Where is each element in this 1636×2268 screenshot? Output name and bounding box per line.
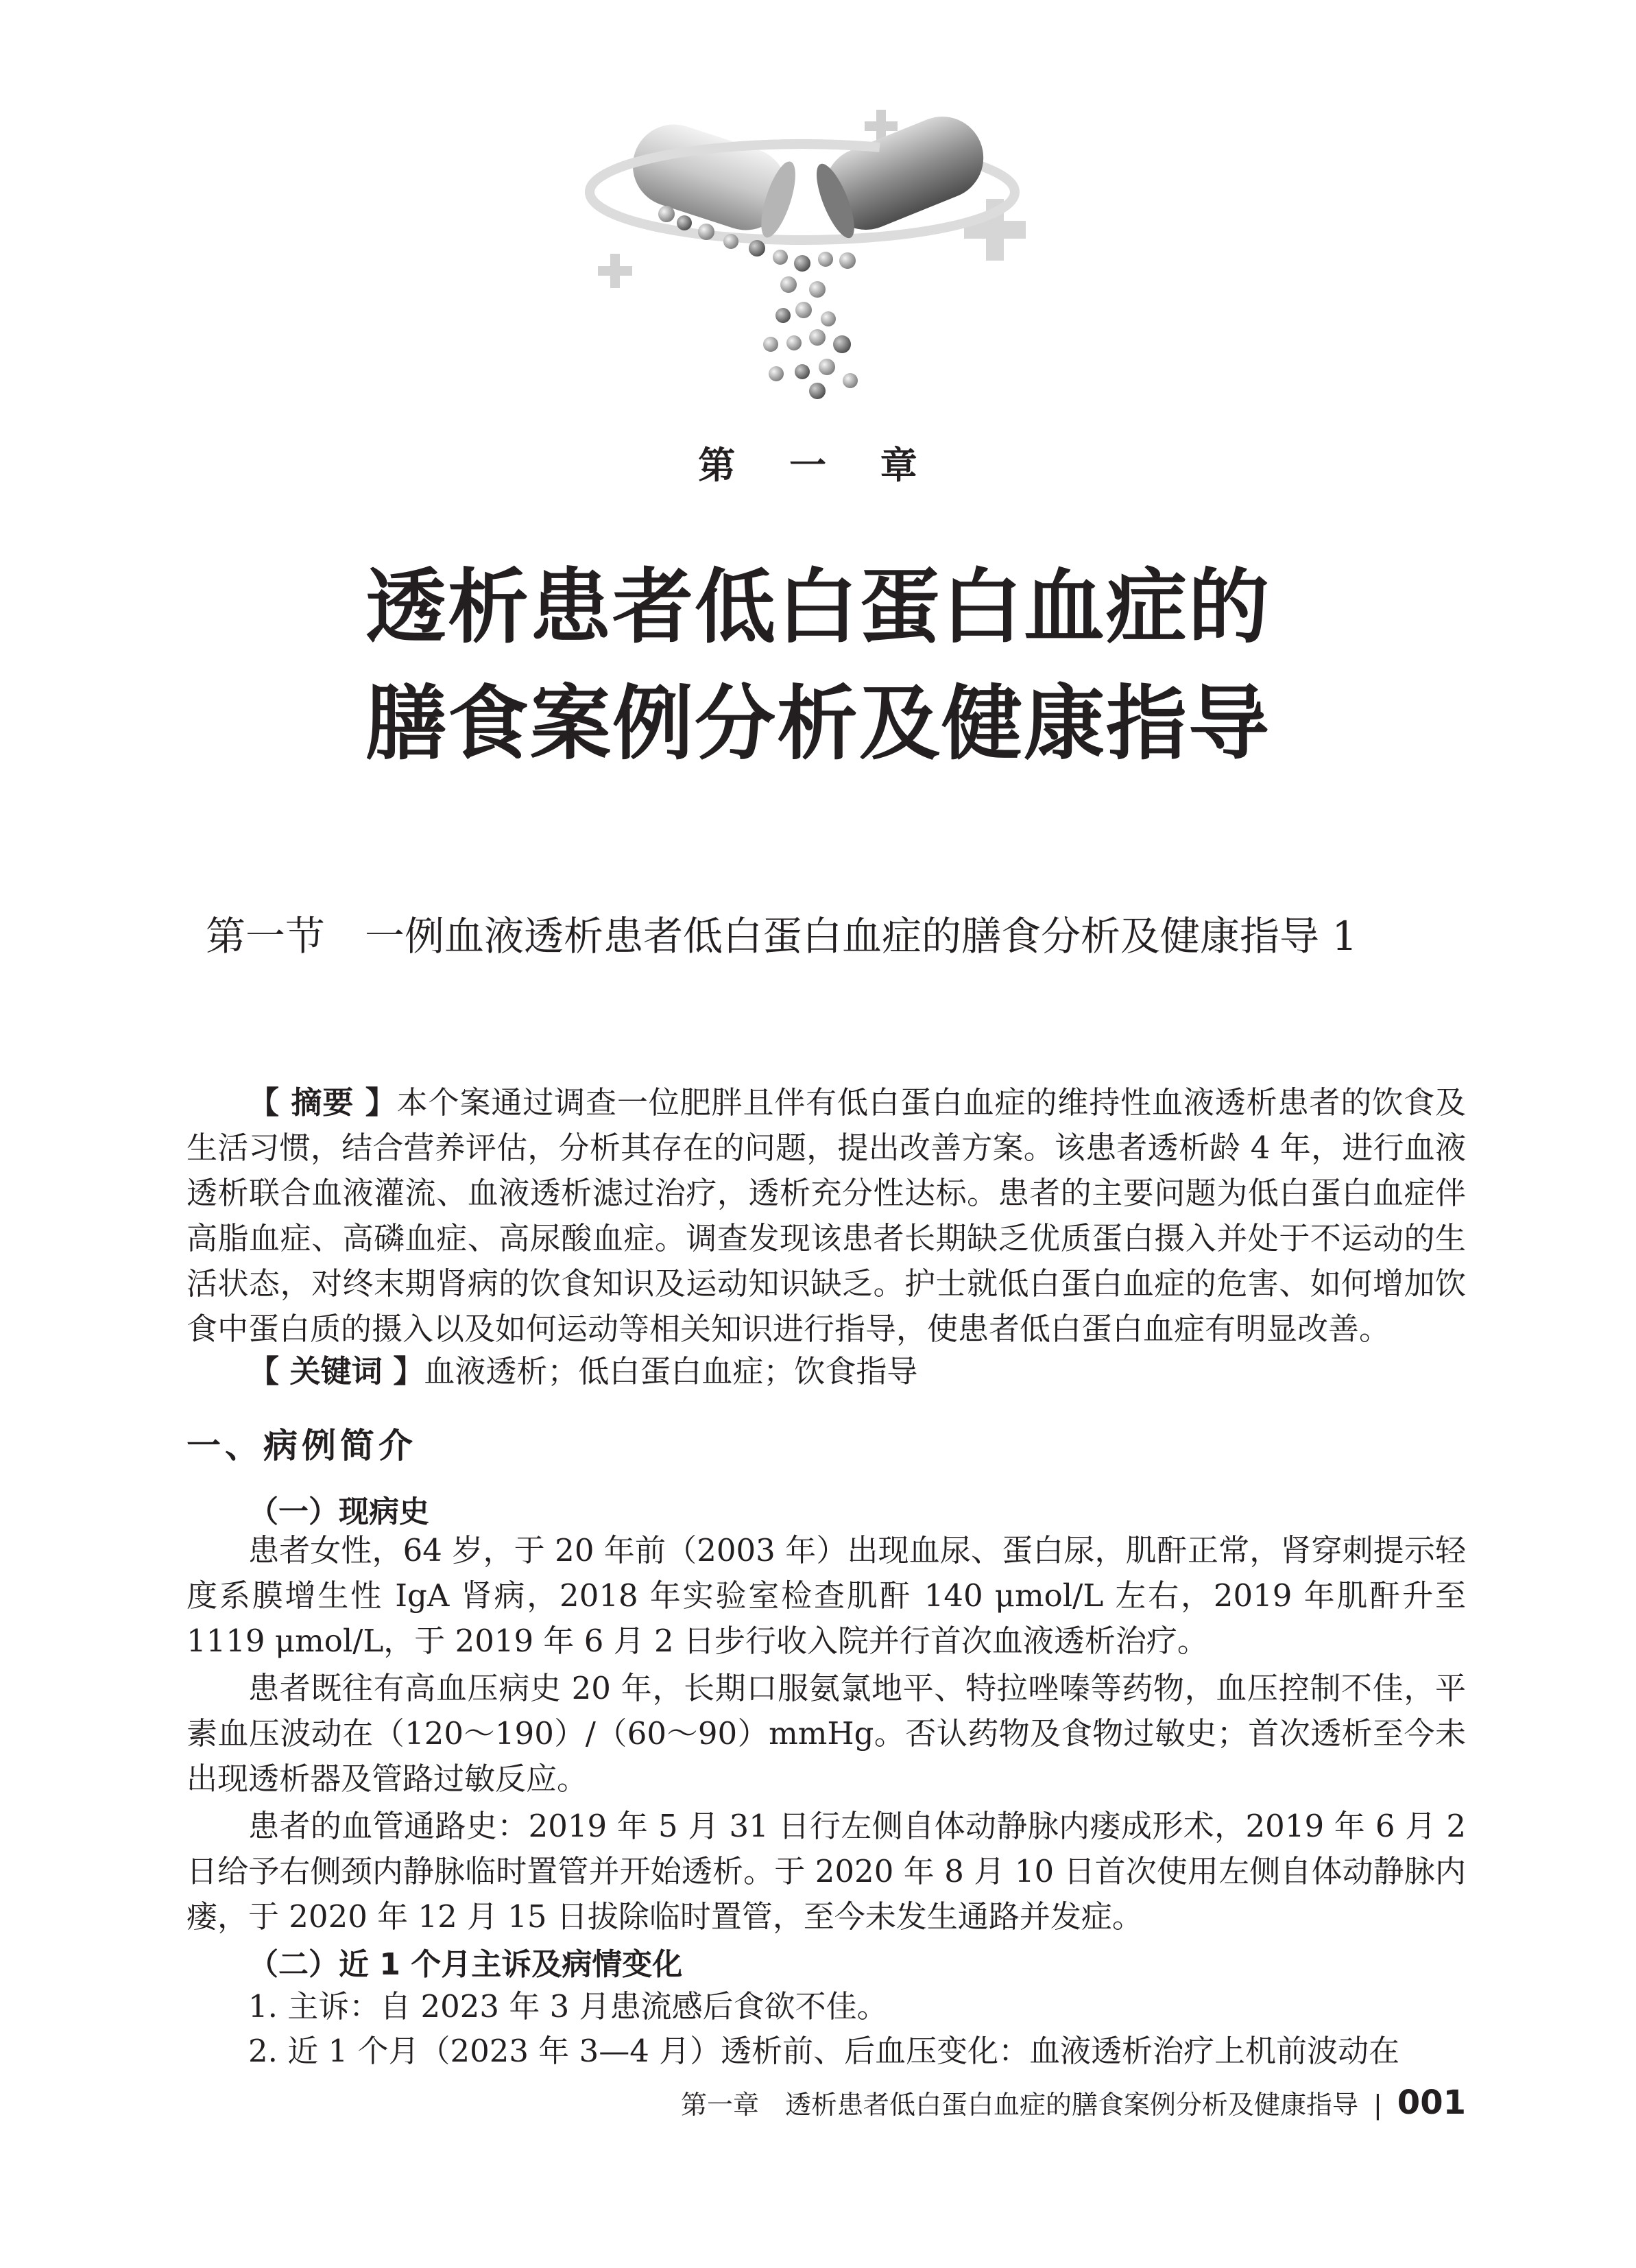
keywords-label: 【 关键词 】 — [248, 1353, 424, 1389]
page-number: 001 — [1397, 2084, 1466, 2122]
paragraph-history: 患者既往有高血压病史 20 年，长期口服氨氯地平、特拉唑嗪等药物，血压控制不佳，平素血压波动在（120～190）/（60～90）mmHg。否认药物及食物过敏史；首次透析至今未出现透析器及管路过敏反应。 — [187, 1670, 1466, 1797]
chapter-title-line2: 膳食案例分析及健康指导 — [365, 676, 1271, 771]
footer-divider: | — [1373, 2090, 1382, 2120]
paragraph-complaint: 1. 主诉：自 2023 年 3 月患流感后食欲不佳。 — [248, 1988, 888, 2025]
capsule-illustration — [562, 96, 1083, 418]
keywords — [187, 1349, 1466, 1394]
paragraph-vascular-access: 患者的血管通路史：2019 年 5 月 31 日行左侧自体动静脉内瘘成形术，2019 年 6 月 2 日给予右侧颈内静脉临时置管并开始透析。于 2020 年 8 月 10 日首次使用左侧自体动静脉内瘘，于 2020 年 12 月 15 日拔除临时置管，至今未发生通路并发症。 — [187, 1808, 1466, 1935]
paragraph-blood-pressure: 2. 近 1 个月（2023 年 3—4 月）透析前、后血压变化：血液透析治疗上机前波动在 — [248, 2033, 1400, 2069]
chapter-title-line1: 透析患者低白蛋白血症的 — [365, 560, 1271, 654]
paragraph-present-illness: 患者女性，64 岁，于 20 年前（2003 年）出现血尿、蛋白尿，肌酐正常，肾穿刺提示轻度系膜增生性 IgA 肾病，2018 年实验室检查肌酐 140 μmol/L 左右，2019 年肌酐升至 1119 μmol/L，于 2019 年 6 月 2 日步行收入院并行首次血液透析治疗。 — [187, 1532, 1466, 1659]
abstract-label: 【 摘要 】 — [248, 1084, 397, 1121]
chapter-label: 第 一 章 — [698, 444, 938, 487]
abstract — [187, 1080, 1466, 1352]
section-title: 第一节 一例血液透析患者低白蛋白血症的膳食分析及健康指导 1 — [206, 913, 1358, 959]
heading-case-summary: 一、病例简介 — [187, 1426, 417, 1466]
chapter-title — [0, 549, 1636, 782]
page-footer — [681, 2084, 1466, 2122]
abstract-text: 本个案通过调查一位肥胖且伴有低白蛋白血症的维持性血液透析患者的饮食及生活习惯，结合营养评估，分析其存在的问题，提出改善方案。该患者透析龄 4 年，进行血液透析联合血液灌流、血液透析滤过治疗，透析充分性达标。患者的主要问题为低白蛋白血症伴高脂血症、高磷血症、高尿酸血症。调查发现该患者长期缺乏优质蛋白摄入并处于不运动的生活状态，对终末期肾病的饮食知识及运动知识缺乏。护士就低白蛋白血症的危害、如何增加饮食中蛋白质的摄入以及如何运动等相关知识进行指导，使患者低白蛋白血症有明显改善。 — [187, 1084, 1466, 1347]
heading-present-illness: （一）现病史 — [248, 1494, 429, 1529]
running-title: 第一章 透析患者低白蛋白血症的膳食案例分析及健康指导 — [680, 2090, 1358, 2120]
plus-icon — [598, 254, 632, 288]
keywords-text: 血液透析；低白蛋白血症；饮食指导 — [424, 1353, 918, 1389]
heading-recent-complaint: （二）近 1 个月主诉及病情变化 — [248, 1947, 683, 1982]
